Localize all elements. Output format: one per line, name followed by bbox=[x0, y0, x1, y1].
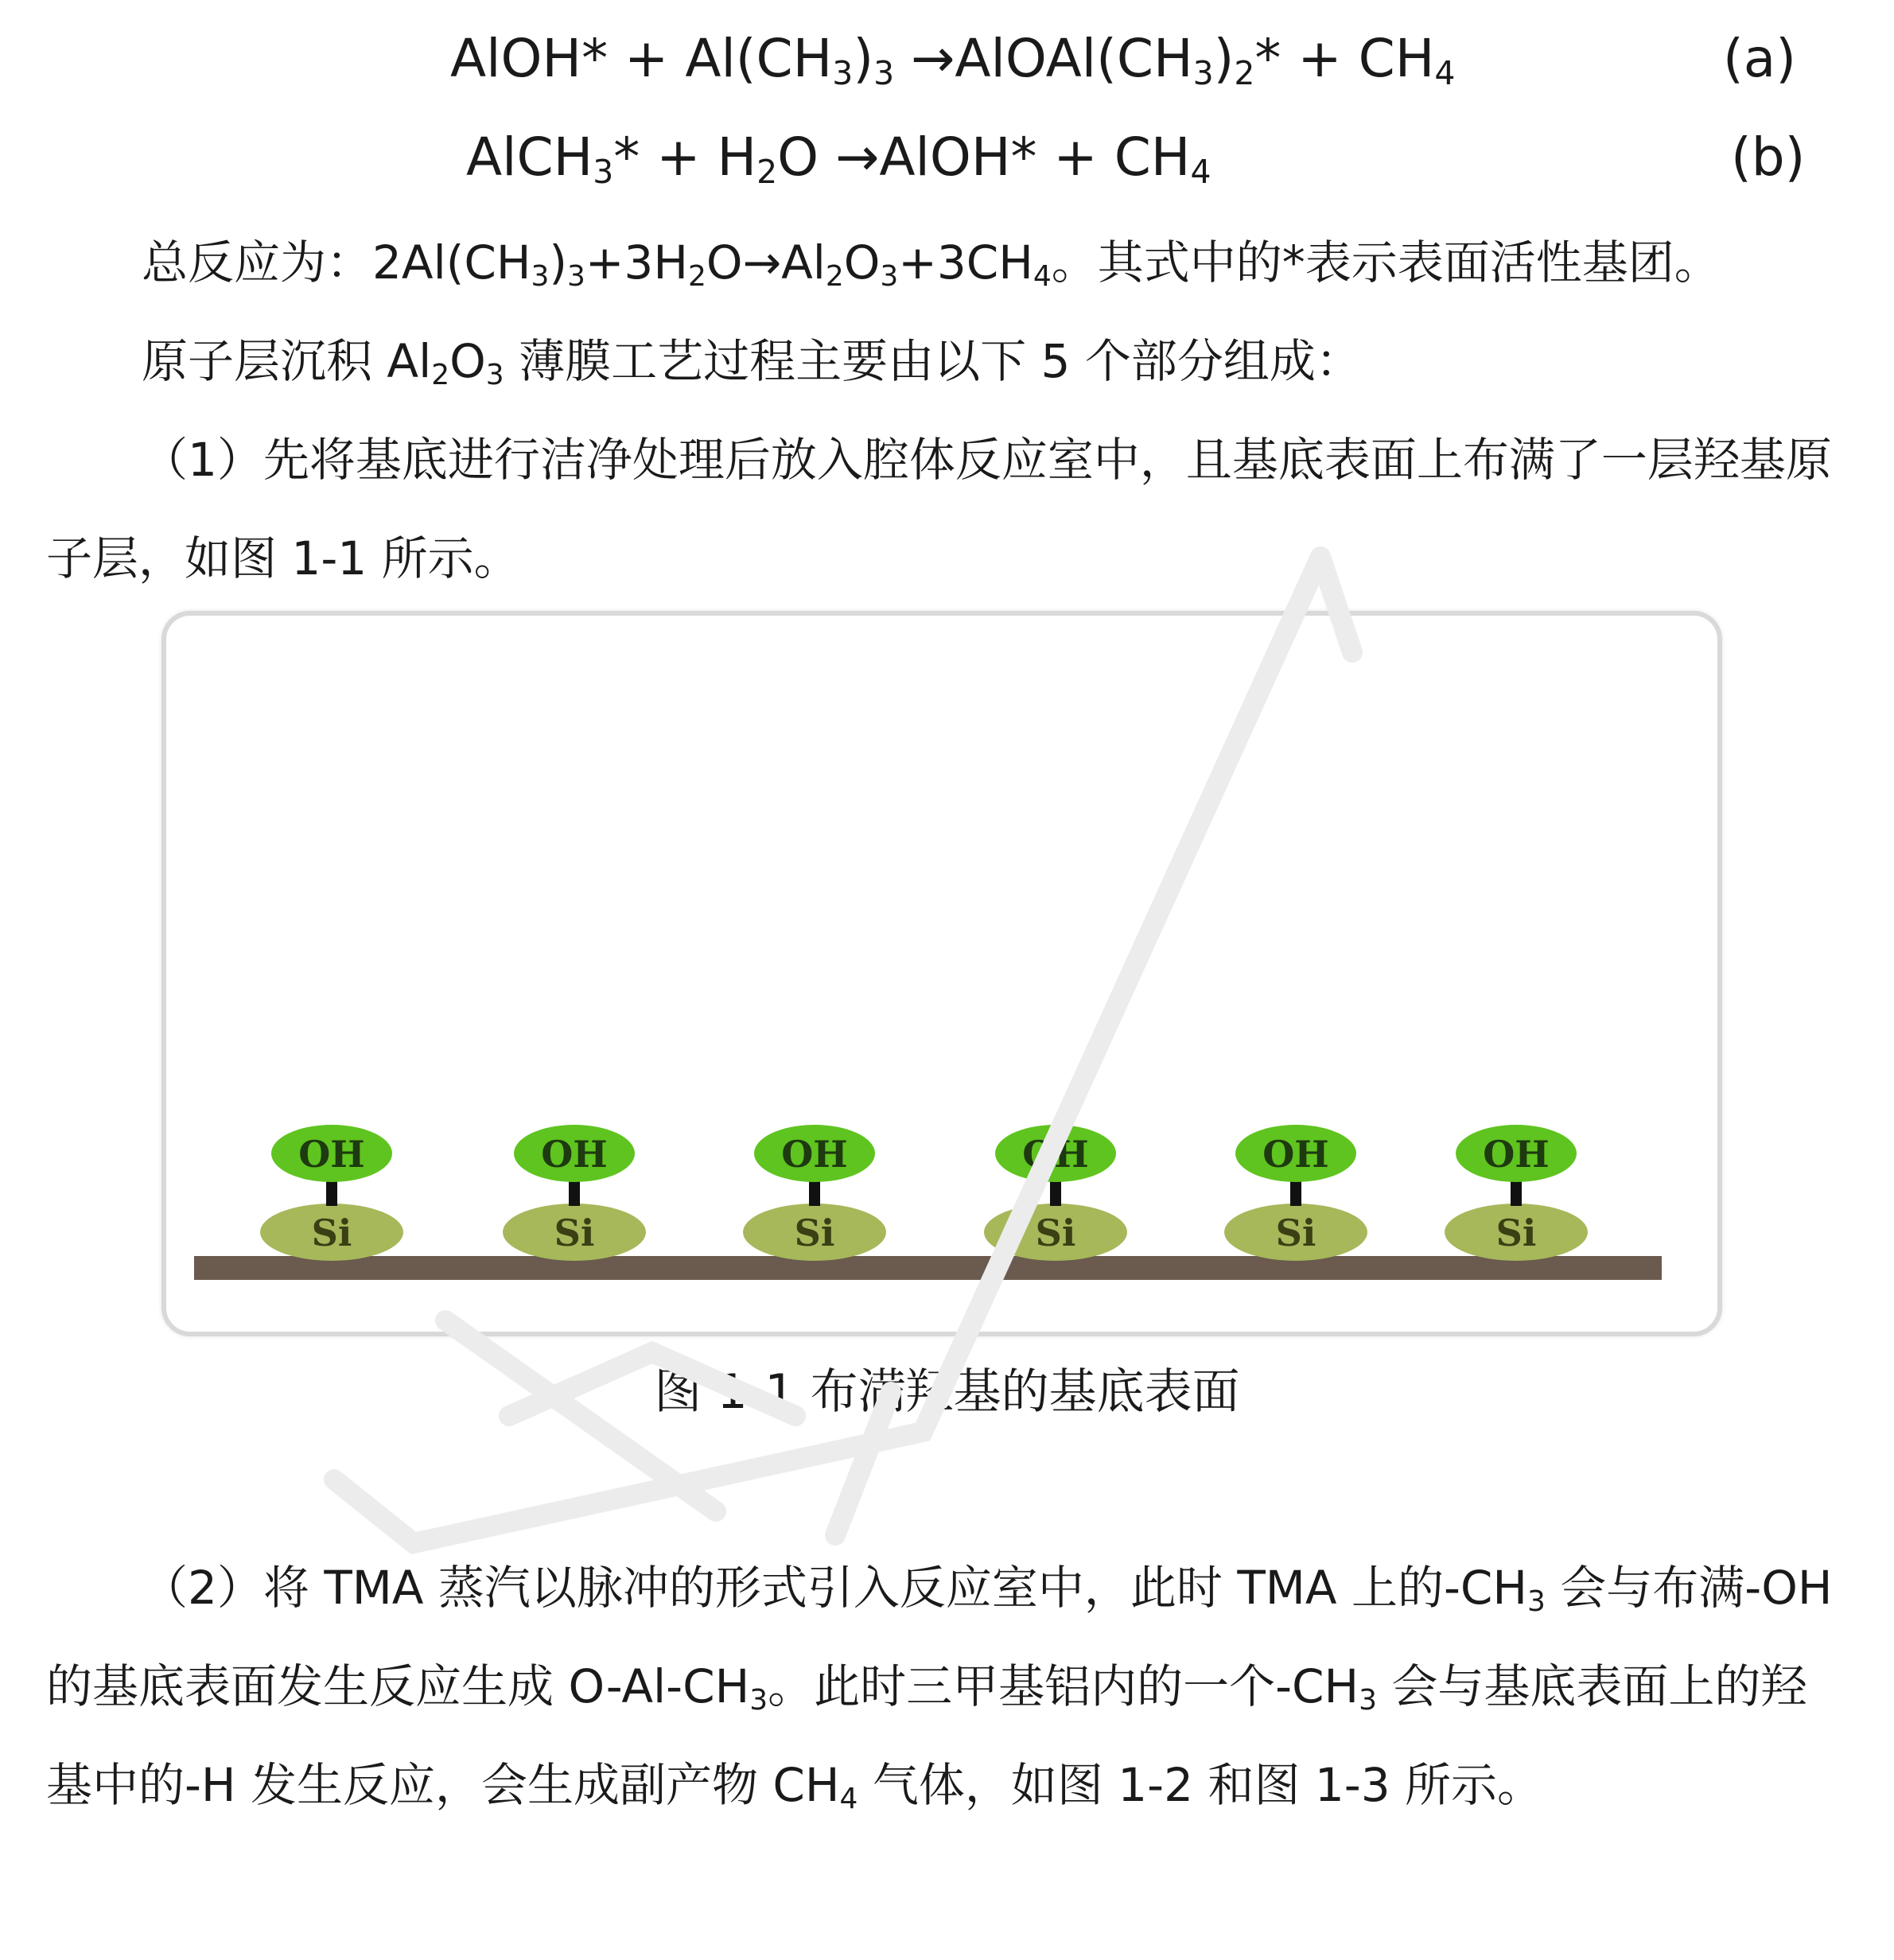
text-block-top bbox=[46, 213, 1852, 608]
oh-label: OH bbox=[1022, 1133, 1089, 1176]
equation-a-text: AlOH* + Al(CH bbox=[450, 28, 833, 89]
si-label: Si bbox=[1495, 1211, 1537, 1254]
equation-b-label: (b) bbox=[1731, 126, 1806, 188]
figure-1-1 bbox=[161, 611, 1722, 1336]
si-label: Si bbox=[1275, 1211, 1316, 1254]
overall-reaction-paragraph: 总反应为：$2Al(CH_3)_3+3H_2O\to Al_2O_3+3CH_4$。其式中的*表示表面活性基团。 bbox=[142, 235, 1721, 293]
hydroxyl-group bbox=[1224, 1125, 1367, 1261]
step2-paragraph: （2）将 TMA 蒸汽以脉冲的形式引入反应室中，此时 TMA 上的$-CH_3$ 会与布满-OH 的基底表面发生反应生成 $O-Al-CH_3$。此时三甲基铝内的一个$-CH_3$ 会与基底表面上的羟基中的-H 发生反应，会生成副产物 $CH_4$ 气体，如图 1-2 和图 1-3 所示。 bbox=[46, 1561, 1833, 1815]
hydroxyl-group bbox=[743, 1125, 886, 1261]
oh-label: OH bbox=[1483, 1133, 1550, 1176]
intro-paragraph: 原子层沉积 $Al_2O_3$ 薄膜工艺过程主要由以下 5 个部分组成： bbox=[142, 334, 1362, 391]
hydroxyl-group bbox=[984, 1125, 1127, 1261]
si-label: Si bbox=[794, 1211, 835, 1254]
figure-caption: 图 1-1 布满羟基的基底表面 bbox=[654, 1364, 1240, 1420]
oh-label: OH bbox=[781, 1133, 848, 1176]
oh-label: OH bbox=[298, 1133, 365, 1176]
hydroxyl-group bbox=[260, 1125, 403, 1261]
equation-b: AlCH$_3$* + $H_2O$ →AlOH* + $CH_4$ bbox=[466, 126, 1211, 192]
equation-a: AlOH* + $Al(CH_3)_3$ $\to AlOAl(CH_3)_2* + CH_4$ bbox=[450, 28, 1456, 93]
equation-a-label: (a) bbox=[1723, 28, 1796, 89]
oh-label: OH bbox=[541, 1133, 608, 1176]
substrate-diagram bbox=[166, 616, 1717, 1332]
oh-label: OH bbox=[1262, 1133, 1329, 1176]
si-label: Si bbox=[1035, 1211, 1076, 1254]
text-block-bottom bbox=[46, 1538, 1852, 1834]
step1-paragraph: （1）先将基底进行洁净处理后放入腔体反应室中，且基底表面上布满了一层羟基原子层，如图 1-1 所示。 bbox=[46, 433, 1832, 585]
substrate-bar bbox=[194, 1256, 1662, 1280]
si-label: Si bbox=[311, 1211, 352, 1254]
hydroxyl-group bbox=[503, 1125, 646, 1261]
si-label: Si bbox=[554, 1211, 595, 1254]
hydroxyl-group bbox=[1445, 1125, 1588, 1261]
